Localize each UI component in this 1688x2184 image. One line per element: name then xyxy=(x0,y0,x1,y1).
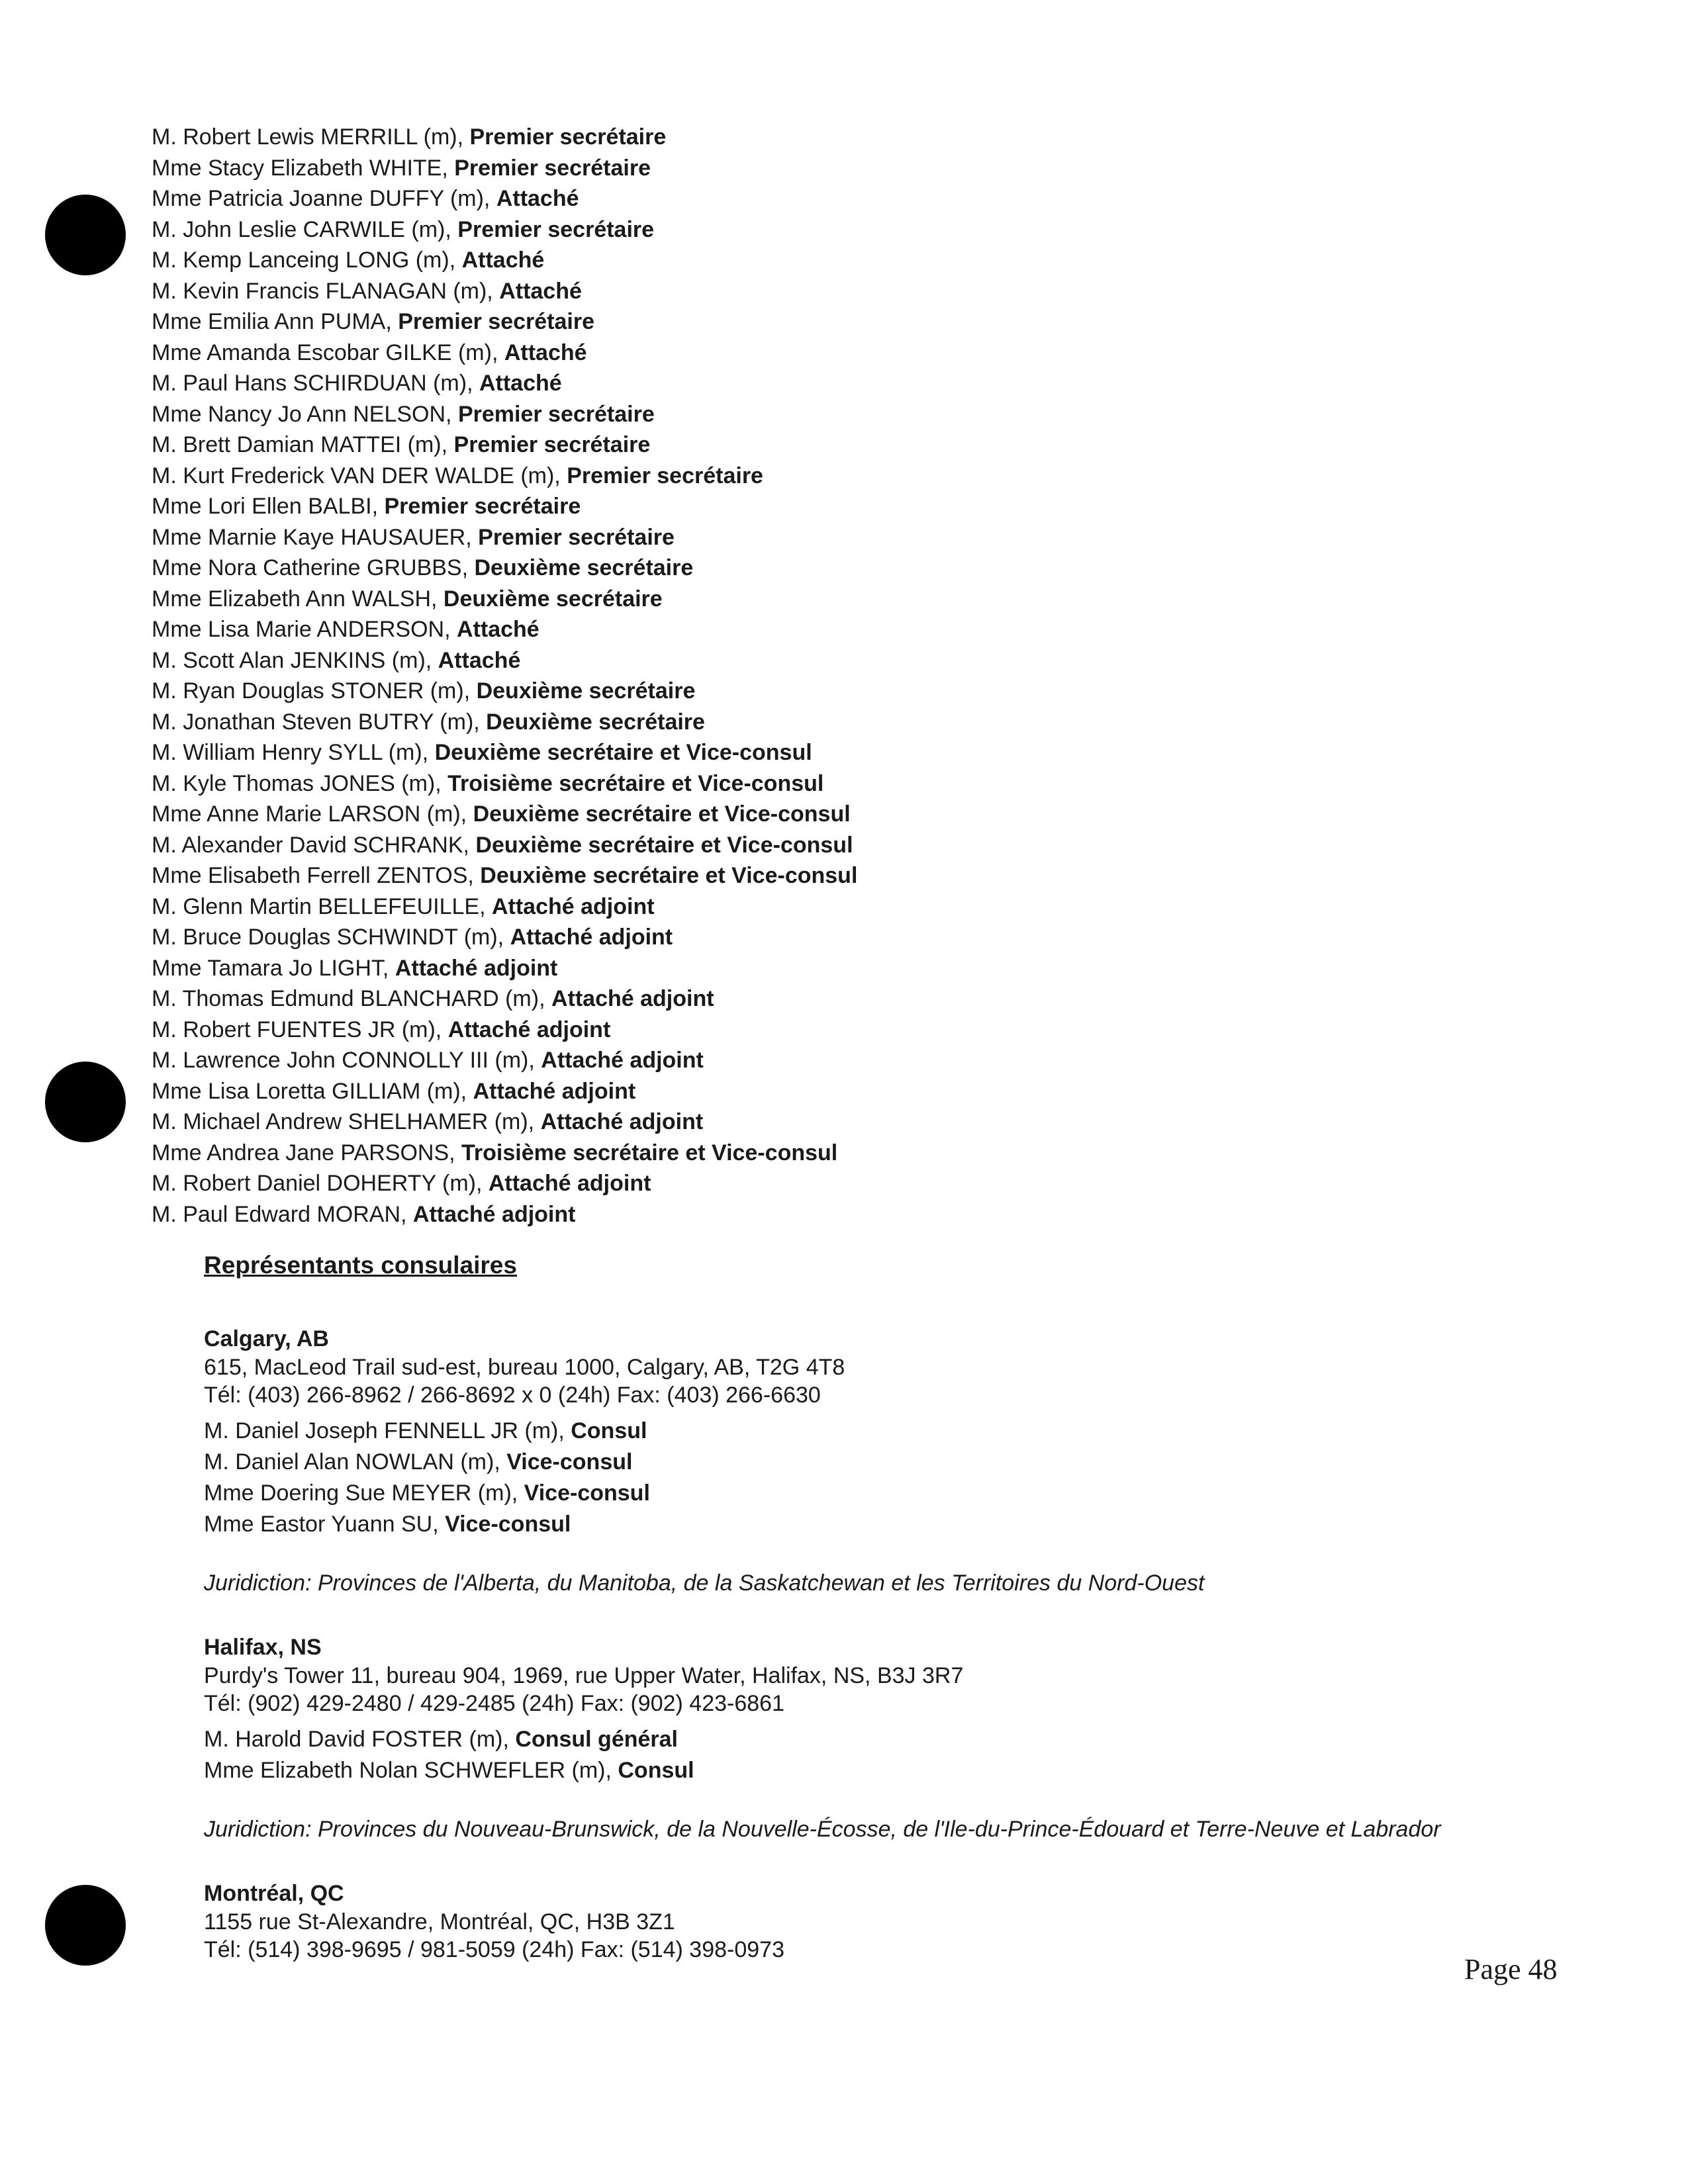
list-item xyxy=(152,737,1409,768)
person-name: M. Thomas Edmund BLANCHARD (m), xyxy=(152,986,551,1011)
officer-list xyxy=(204,1724,1561,1786)
list-item xyxy=(152,1199,1409,1230)
person-title: Premier secrétaire xyxy=(478,524,675,550)
list-item xyxy=(204,1755,1561,1786)
person-name: M. Brett Damian MATTEI (m), xyxy=(152,432,454,457)
list-item xyxy=(152,338,1409,369)
consular-section xyxy=(204,1249,1561,1998)
person-title: Attaché adjoint xyxy=(447,1017,611,1042)
person-title: Consul xyxy=(571,1418,647,1443)
person-name: Mme Amanda Escobar GILKE (m), xyxy=(152,340,504,365)
list-item xyxy=(152,553,1409,584)
list-item xyxy=(152,122,1409,153)
list-item xyxy=(152,584,1409,615)
list-item xyxy=(152,491,1409,522)
list-item xyxy=(152,183,1409,214)
person-title: Deuxième secrétaire xyxy=(486,709,705,735)
person-title: Attaché adjoint xyxy=(491,893,655,919)
list-item xyxy=(152,799,1409,830)
person-title: Consul général xyxy=(515,1727,678,1752)
person-title: Attaché xyxy=(457,617,539,642)
person-name: M. Daniel Joseph FENNELL JR (m), xyxy=(204,1418,571,1443)
person-name: M. Paul Hans SCHIRDUAN (m), xyxy=(152,371,479,396)
office-jurisdiction: Juridiction: Provinces de l'Alberta, du Manitoba, de la Saskatchewan et les Territoires du Nord-Ouest xyxy=(204,1570,1205,1596)
person-name: M. Kevin Francis FLANAGAN (m), xyxy=(152,278,500,304)
person-title: Premier secrétaire xyxy=(454,155,651,181)
person-name: Mme Andrea Jane PARSONS, xyxy=(152,1140,462,1165)
page-number: Page 48 xyxy=(1464,1953,1558,1985)
list-item xyxy=(152,953,1409,984)
office-city: Calgary, AB xyxy=(204,1326,329,1351)
person-name: Mme Marnie Kaye HAUSAUER, xyxy=(152,524,479,550)
person-title: Attaché adjoint xyxy=(540,1109,704,1134)
office-address: 1155 rue St-Alexandre, Montréal, QC, H3B 3Z1 xyxy=(204,1909,675,1934)
person-name: Mme Patricia Joanne DUFFY (m), xyxy=(152,186,496,211)
list-item xyxy=(152,430,1409,461)
list-item xyxy=(152,1107,1409,1138)
list-item xyxy=(152,614,1409,645)
person-name: Mme Nora Catherine GRUBBS, xyxy=(152,555,475,580)
punch-hole xyxy=(45,1885,126,1966)
person-name: Mme Doering Sue MEYER (m), xyxy=(204,1480,524,1506)
list-item xyxy=(152,306,1409,338)
punch-hole xyxy=(45,195,126,275)
list-item xyxy=(204,1478,1561,1509)
person-title: Attaché adjoint xyxy=(510,925,673,950)
list-item xyxy=(152,676,1409,707)
section-heading: Représentants consulaires xyxy=(204,1251,517,1279)
person-name: Mme Nancy Jo Ann NELSON, xyxy=(152,401,458,427)
person-name: Mme Anne Marie LARSON (m), xyxy=(152,801,473,827)
person-title: Attaché adjoint xyxy=(412,1201,576,1227)
person-title: Premier secrétaire xyxy=(453,432,651,457)
list-item xyxy=(152,891,1409,923)
list-item xyxy=(152,1045,1409,1076)
person-name: Mme Tamara Jo LIGHT, xyxy=(152,955,395,981)
office-city: Montréal, QC xyxy=(204,1881,344,1906)
person-title: Premier secrétaire xyxy=(384,494,581,519)
office-address: Purdy's Tower 11, bureau 904, 1969, rue Upper Water, Halifax, NS, B3J 3R7 xyxy=(204,1663,964,1688)
office-halifax xyxy=(204,1633,1561,1844)
person-name: Mme Lori Ellen BALBI, xyxy=(152,494,385,519)
list-item xyxy=(152,1168,1409,1199)
office-jurisdiction: Juridiction: Provinces du Nouveau-Brunswick, de la Nouvelle-Écosse, de l'Ile-du-Prince-Édouard et Terre-Neuve et Labrador xyxy=(204,1817,1441,1842)
person-name: M. Alexander David SCHRANK, xyxy=(152,832,476,858)
person-title: Deuxième secrétaire xyxy=(443,586,663,612)
office-phone: Tél: (514) 398-9695 / 981-5059 (24h) Fax: (514) 398-0973 xyxy=(204,1937,784,1962)
person-title: Vice-consul xyxy=(445,1512,571,1537)
person-title: Deuxième secrétaire et Vice-consul xyxy=(475,832,853,858)
person-name: M. William Henry SYLL (m), xyxy=(152,740,435,765)
person-name: M. Robert Daniel DOHERTY (m), xyxy=(152,1171,489,1196)
staff-list xyxy=(152,122,1409,1230)
officer-list xyxy=(204,1416,1561,1540)
person-title: Deuxième secrétaire et Vice-consul xyxy=(473,801,851,827)
person-name: M. Michael Andrew SHELHAMER (m), xyxy=(152,1109,541,1134)
person-name: M. Kemp Lanceing LONG (m), xyxy=(152,248,462,273)
person-name: Mme Lisa Loretta GILLIAM (m), xyxy=(152,1078,473,1104)
person-title: Deuxième secrétaire et Vice-consul xyxy=(480,863,858,888)
person-name: M. Harold David FOSTER (m), xyxy=(204,1727,516,1752)
list-item xyxy=(204,1447,1561,1478)
person-title: Premier secrétaire xyxy=(457,401,655,427)
person-name: Mme Elisabeth Ferrell ZENTOS, xyxy=(152,863,481,888)
list-item xyxy=(204,1509,1561,1540)
person-title: Attaché xyxy=(461,248,545,273)
list-item xyxy=(152,860,1409,891)
person-title: Attaché adjoint xyxy=(473,1078,636,1104)
person-name: Mme Elizabeth Ann WALSH, xyxy=(152,586,444,612)
list-item xyxy=(152,645,1409,676)
person-name: M. Scott Alan JENKINS (m), xyxy=(152,647,438,673)
person-title: Consul xyxy=(618,1758,694,1783)
person-name: M. Paul Edward MORAN, xyxy=(152,1201,413,1227)
list-item xyxy=(152,245,1409,276)
list-item xyxy=(204,1724,1561,1755)
person-name: Mme Lisa Marie ANDERSON, xyxy=(152,617,457,642)
person-title: Premier secrétaire xyxy=(469,124,667,150)
office-montreal xyxy=(204,1879,1561,1964)
person-title: Vice-consul xyxy=(524,1480,650,1506)
list-item xyxy=(152,768,1409,799)
person-title: Attaché xyxy=(496,186,579,211)
person-title: Vice-consul xyxy=(506,1449,633,1475)
person-title: Deuxième secrétaire xyxy=(474,555,694,580)
person-title: Attaché adjoint xyxy=(488,1171,651,1196)
person-name: M. Robert FUENTES JR (m), xyxy=(152,1017,448,1042)
person-name: M. Daniel Alan NOWLAN (m), xyxy=(204,1449,507,1475)
person-name: Mme Elizabeth Nolan SCHWEFLER (m), xyxy=(204,1758,618,1783)
person-name: Mme Stacy Elizabeth WHITE, xyxy=(152,155,455,181)
person-title: Attaché xyxy=(499,278,582,304)
punch-hole xyxy=(45,1062,126,1142)
list-item xyxy=(152,922,1409,953)
list-item xyxy=(152,461,1409,492)
person-name: M. Glenn Martin BELLEFEUILLE, xyxy=(152,893,492,919)
person-title: Attaché xyxy=(479,371,562,396)
person-name: M. Bruce Douglas SCHWINDT (m), xyxy=(152,925,510,950)
list-item xyxy=(152,153,1409,184)
person-title: Attaché xyxy=(504,340,587,365)
person-title: Premier secrétaire xyxy=(457,216,655,242)
person-name: M. Robert Lewis MERRILL (m), xyxy=(152,124,470,150)
list-item xyxy=(152,276,1409,307)
person-name: Mme Eastor Yuann SU, xyxy=(204,1512,445,1537)
person-title: Attaché adjoint xyxy=(395,955,558,981)
list-item xyxy=(152,1015,1409,1046)
person-title: Deuxième secrétaire xyxy=(476,678,696,704)
person-title: Deuxième secrétaire et Vice-consul xyxy=(434,740,812,765)
person-name: M. Jonathan Steven BUTRY (m), xyxy=(152,709,487,735)
list-item xyxy=(152,399,1409,430)
person-title: Attaché adjoint xyxy=(541,1048,704,1073)
office-phone: Tél: (902) 429-2480 / 429-2485 (24h) Fax: (902) 423-6861 xyxy=(204,1691,784,1716)
list-item xyxy=(152,1076,1409,1107)
person-title: Troisième secrétaire et Vice-consul xyxy=(461,1140,838,1165)
person-title: Premier secrétaire xyxy=(567,463,763,488)
list-item xyxy=(152,830,1409,861)
office-address: 615, MacLeod Trail sud-est, bureau 1000, Calgary, AB, T2G 4T8 xyxy=(204,1355,845,1380)
office-phone: Tél: (403) 266-8962 / 266-8692 x 0 (24h) Fax: (403) 266-6630 xyxy=(204,1383,821,1408)
person-name: M. Ryan Douglas STONER (m), xyxy=(152,678,477,704)
list-item xyxy=(152,214,1409,246)
list-item xyxy=(152,522,1409,553)
person-title: Troisième secrétaire et Vice-consul xyxy=(447,770,824,796)
list-item xyxy=(152,1138,1409,1169)
office-city: Halifax, NS xyxy=(204,1635,322,1660)
list-item xyxy=(204,1416,1561,1447)
person-name: Mme Emilia Ann PUMA, xyxy=(152,309,399,334)
person-title: Attaché adjoint xyxy=(551,986,714,1011)
person-name: M. John Leslie CARWILE (m), xyxy=(152,216,458,242)
list-item xyxy=(152,707,1409,738)
person-name: M. Kurt Frederick VAN DER WALDE (m), xyxy=(152,463,567,488)
person-title: Premier secrétaire xyxy=(398,309,594,334)
office-calgary xyxy=(204,1324,1561,1598)
person-title: Attaché xyxy=(438,647,521,673)
person-name: M. Kyle Thomas JONES (m), xyxy=(152,770,448,796)
list-item xyxy=(152,983,1409,1015)
person-name: M. Lawrence John CONNOLLY III (m), xyxy=(152,1048,541,1073)
list-item xyxy=(152,368,1409,399)
